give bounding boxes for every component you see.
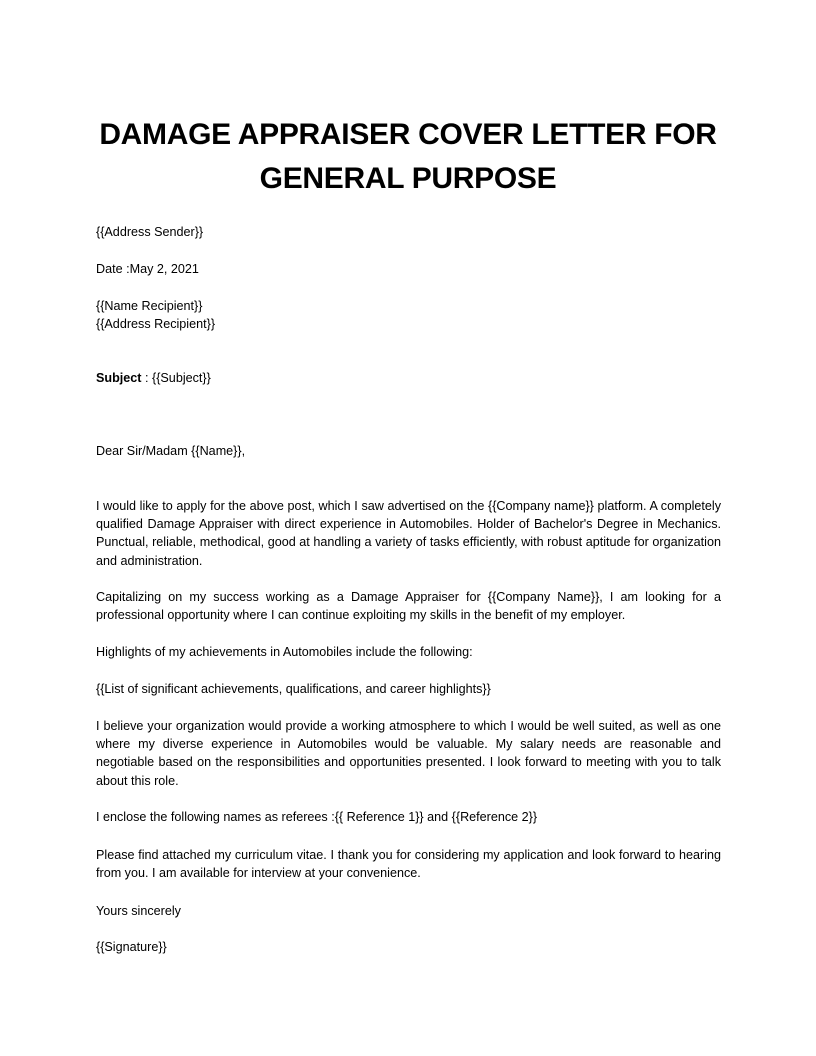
name-recipient: {{Name Recipient}} <box>96 299 203 313</box>
document-title: DAMAGE APPRAISER COVER LETTER FOR GENERAL PURPOSE <box>99 118 717 195</box>
subject-value: : {{Subject}} <box>141 371 211 385</box>
paragraph-closing-remarks: Please find attached my curriculum vitae. I thank you for considering my application and look forward to hearing from you. I am available for interview at your convenience. <box>96 848 721 881</box>
signature: {{Signature}} <box>96 940 167 954</box>
paragraph-highlights: Highlights of my achievements in Automobiles include the following: <box>96 645 473 659</box>
paragraph-intro: I would like to apply for the above post, which I saw advertised on the {{Company name}} platform. A completely qualified Damage Appraiser with direct experience in Automobiles. Holder of Bachelor's Degree in Mechanics. Punctual, reliable, methodical, good at handling a variety of tasks efficiently, with robust aptitude for organization and administration. <box>96 499 721 568</box>
closing: Yours sincerely <box>96 904 181 918</box>
subject-line <box>96 369 721 387</box>
paragraph-referees: I enclose the following names as referees :{{ Reference 1}} and {{Reference 2}} <box>96 810 538 824</box>
salutation: Dear Sir/Madam {{Name}}, <box>96 444 246 458</box>
paragraph-achievements-list: {{List of significant achievements, qualifications, and career highlights}} <box>96 682 491 696</box>
paragraph-organization: I believe your organization would provide a working atmosphere to which I would be well suited, as well as one where my diverse experience in Automobiles would be valuable. My salary needs are reasonable and negotiable based on the responsibilities and opportunities presented. I look forward to meeting with you to talk about this role. <box>96 719 721 788</box>
paragraph-success: Capitalizing on my success working as a Damage Appraiser for {{Company Name}}, I am looking for a professional opportunity where I can continue exploiting my skills in the benefit of my employer. <box>96 590 721 623</box>
subject-label: Subject <box>96 371 142 385</box>
letter-date: Date :May 2, 2021 <box>96 262 199 276</box>
address-sender: {{Address Sender}} <box>96 225 204 239</box>
address-recipient: {{Address Recipient}} <box>96 317 216 331</box>
